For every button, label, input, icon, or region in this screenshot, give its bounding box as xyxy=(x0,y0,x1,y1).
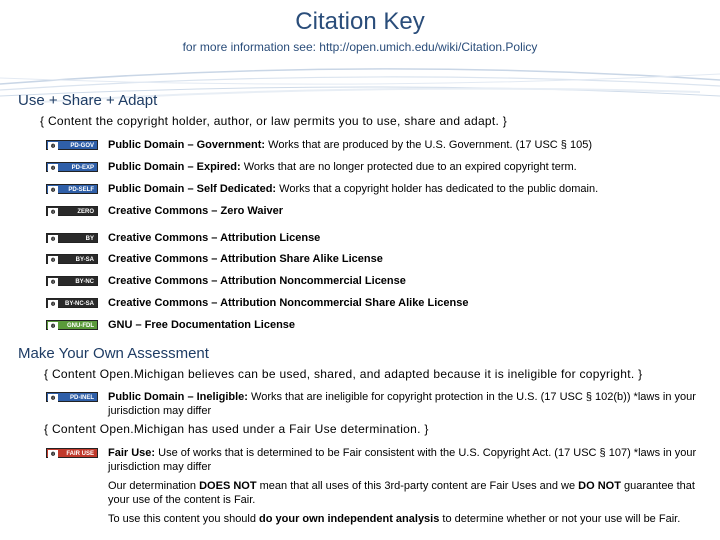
license-badge-icon: ◍ BY-NC xyxy=(46,276,98,286)
license-badge-icon: ◍ PD-GOV xyxy=(46,140,98,150)
page-title: Citation Key xyxy=(295,8,425,35)
fair-use-description: Fair Use: Use of works that is determined to be Fair consistent with the U.S. Copyright Act. (17 USC § 107) *laws in your jurisdiction may differ xyxy=(108,447,697,473)
section-note-fair-use: { Content Open.Michigan has used under a Fair Use determination. } xyxy=(44,422,429,436)
license-badge-icon: ◍ GNU-FDL xyxy=(46,320,98,330)
license-description: Creative Commons – Attribution Noncommercial Share Alike License xyxy=(108,297,469,309)
license-description: Public Domain – Expired: Works that are no longer protected due to an expired copyright term. xyxy=(108,161,577,173)
section-note-ineligible: { Content Open.Michigan believes can be used, shared, and adapted because it is ineligible for copyright. } xyxy=(44,367,643,381)
license-badge-icon: ◍ BY-NC-SA xyxy=(46,298,98,308)
logo-mark-icon: ◍ xyxy=(48,235,58,243)
logo-mark-icon: ◍ xyxy=(48,164,58,172)
logo-mark-icon: ◍ xyxy=(48,322,58,330)
license-description: Creative Commons – Zero Waiver xyxy=(108,205,284,217)
fair-use-badge-icon: ◍ FAIR USE xyxy=(46,448,98,458)
logo-mark-icon: ◍ xyxy=(48,208,58,216)
license-badge-icon: ◍ BY-SA xyxy=(46,254,98,264)
license-description: Public Domain – Ineligible: Works that are ineligible for copyright protection in the U.S. (17 USC § 102(b)) *laws in your jurisdiction may differ xyxy=(108,391,696,417)
logo-mark-icon: ◍ xyxy=(48,300,58,308)
logo-mark-icon: ◍ xyxy=(48,142,58,150)
logo-mark-icon: ◍ xyxy=(48,450,58,458)
license-description: Creative Commons – Attribution Noncommercial License xyxy=(108,275,406,287)
license-description: Public Domain – Government: Works that are produced by the U.S. Government. (17 USC § 105) xyxy=(108,139,592,151)
license-badge-icon: ◍ PD-EXP xyxy=(46,162,98,172)
instruction-paragraph: To use this content you should do your own independent analysis to determine whether or not your use will be Fair. xyxy=(108,513,681,525)
logo-mark-icon: ◍ xyxy=(48,256,58,264)
license-description: Public Domain – Self Dedicated: Works that a copyright holder has dedicated to the public domain. xyxy=(108,183,599,195)
determination-paragraph: Our determination DOES NOT mean that all uses of this 3rd-party content are Fair Uses and we DO NOT guarantee that your use of the content is Fair. xyxy=(108,480,695,506)
page-subtitle: for more information see: http://open.umich.edu/wiki/Citation.Policy xyxy=(182,40,538,54)
logo-mark-icon: ◍ xyxy=(48,186,58,194)
section-note-use-share-adapt: { Content the copyright holder, author, or law permits you to use, share and adapt. } xyxy=(40,114,508,128)
logo-mark-icon: ◍ xyxy=(48,278,58,286)
license-description: GNU – Free Documentation License xyxy=(108,319,296,331)
license-badge-icon: ◍ PD-INEL xyxy=(46,392,98,402)
license-badge-icon: ◍ ZERO xyxy=(46,206,98,216)
license-description: Creative Commons – Attribution License xyxy=(108,232,321,244)
logo-mark-icon: ◍ xyxy=(48,394,58,402)
license-badge-icon: ◍ BY xyxy=(46,233,98,243)
license-badge-icon: ◍ PD-SELF xyxy=(46,184,98,194)
license-description: Creative Commons – Attribution Share Alike License xyxy=(108,253,383,265)
section-heading-use-share-adapt: Use + Share + Adapt xyxy=(18,92,158,109)
section-heading-assessment: Make Your Own Assessment xyxy=(18,345,209,362)
